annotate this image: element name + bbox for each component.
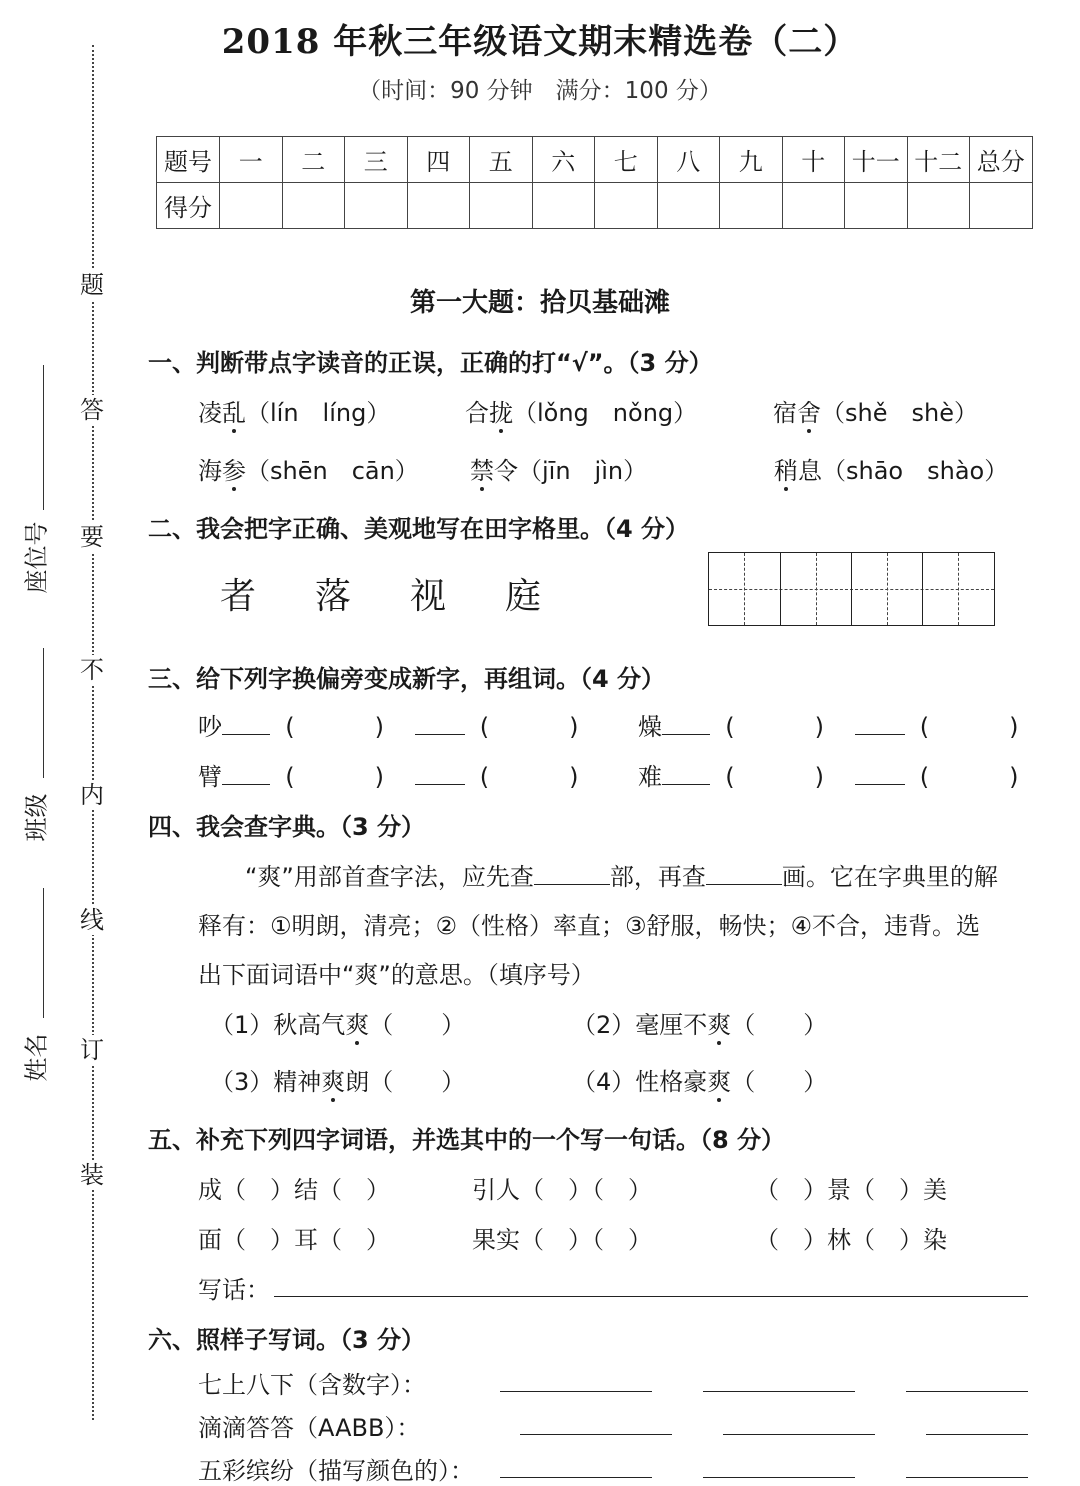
q5-item[interactable]: 面（ ）耳（ ）: [198, 1226, 390, 1254]
q1-pinyin[interactable]: （shēn cān）: [246, 457, 419, 485]
q6-blank[interactable]: [703, 1477, 855, 1478]
q4-dotted-char: 爽: [707, 1068, 732, 1096]
q4-heading: 四、我会查字典。（3 分）: [148, 813, 426, 841]
score-table: [156, 136, 1033, 229]
q2-char: 者: [220, 576, 257, 617]
score-table-header-row: [157, 137, 1033, 183]
table-cell: 二: [282, 137, 345, 183]
table-cell: 总分: [970, 137, 1033, 183]
table-cell: 九: [720, 137, 783, 183]
q6-blank[interactable]: [906, 1391, 1028, 1392]
table-cell: 十二: [907, 137, 970, 183]
score-cell[interactable]: [720, 183, 783, 229]
q6-label: 五彩缤纷（描写颜色的）：: [198, 1457, 474, 1485]
q1-dotted-char: 拢: [489, 399, 513, 427]
grid-dash: [958, 553, 959, 625]
q1-text: 合: [465, 399, 489, 427]
score-cell[interactable]: [220, 183, 283, 229]
q3-blank[interactable]: [415, 734, 465, 735]
grid-dash: [887, 553, 888, 625]
q1-item: [774, 451, 1008, 486]
q4-blank-strokes[interactable]: [706, 884, 782, 885]
grid-line: [851, 553, 852, 625]
q5-item[interactable]: （ ）景（ ）美: [755, 1176, 947, 1204]
tianzige-grid[interactable]: [708, 552, 995, 626]
grid-line: [780, 553, 781, 625]
binding-char: 要: [77, 522, 107, 552]
q3-char: 难: [638, 763, 662, 791]
q1-text: 海: [198, 457, 222, 485]
score-cell[interactable]: [907, 183, 970, 229]
q5-heading: 五、补充下列四字词语，并选其中的一个写一句话。（8 分）: [148, 1126, 786, 1154]
q4-option: [572, 1062, 827, 1097]
score-cell[interactable]: [782, 183, 845, 229]
q3-blank[interactable]: [855, 734, 905, 735]
q4-blank-radical[interactable]: [534, 884, 610, 885]
binding-char: 不: [77, 655, 107, 685]
q4-dotted-char: 爽: [707, 1011, 732, 1039]
score-cell[interactable]: [282, 183, 345, 229]
q6-heading: 六、照样子写词。（3 分）: [148, 1326, 426, 1354]
q3-blank[interactable]: [415, 784, 465, 785]
q3-row: 臂 ( ) ( ): [198, 763, 579, 791]
score-cell[interactable]: [345, 183, 408, 229]
q3-char: 燥: [638, 713, 662, 741]
q1-text: 令: [494, 457, 518, 485]
q4-text: 秋高气: [273, 1011, 346, 1039]
binding-char: 答: [77, 395, 107, 425]
grid-line: [922, 553, 923, 625]
q4-dotted-char: 爽: [345, 1011, 370, 1039]
grid-dash: [816, 553, 817, 625]
table-cell: 十: [782, 137, 845, 183]
q6-blank[interactable]: [500, 1477, 652, 1478]
q2-char: 视: [410, 576, 447, 617]
q6-label: 滴滴答答（AABB）：: [198, 1414, 421, 1442]
seat-number-label: 座位号: [22, 521, 51, 594]
q1-dotted-char: 禁: [470, 457, 494, 485]
q4-answer[interactable]: （ ）: [369, 1011, 466, 1039]
q4-line1: [245, 857, 998, 892]
seat-number-line[interactable]: [43, 365, 44, 510]
q1-item: [198, 393, 390, 428]
table-cell: 四: [407, 137, 470, 183]
exam-info: （时间：90 分钟 满分：100 分）: [358, 78, 722, 104]
name-line[interactable]: [43, 888, 44, 1018]
binding-dotted-line: [92, 45, 94, 1420]
table-cell: 三: [345, 137, 408, 183]
name-label: 姓名: [22, 1033, 51, 1082]
table-cell: 七: [595, 137, 658, 183]
score-cell[interactable]: [657, 183, 720, 229]
q4-text: 部，再查: [609, 863, 706, 891]
q1-dotted-char: 舍: [797, 399, 821, 427]
binding-char: 内: [77, 780, 107, 810]
q4-text: （4）: [572, 1068, 636, 1096]
q4-answer[interactable]: （ ）: [731, 1068, 828, 1096]
q4-dotted-char: 爽: [321, 1068, 346, 1096]
section-title: 第一大题：拾贝基础滩: [409, 288, 670, 318]
q4-text: （3）: [210, 1068, 274, 1096]
q3-row: 难 ( ) ( ): [638, 763, 1019, 791]
q3-char: 吵: [198, 713, 222, 741]
score-cell[interactable]: [845, 183, 908, 229]
q3-char: 臂: [198, 763, 222, 791]
q3-blank[interactable]: [222, 734, 270, 735]
class-line[interactable]: [43, 648, 44, 778]
q2-char: 庭: [505, 576, 542, 617]
q1-pinyin[interactable]: （lín líng）: [246, 399, 391, 427]
q5-write-line[interactable]: [274, 1296, 1028, 1297]
q1-pinyin[interactable]: （shě shè）: [821, 399, 978, 427]
q5-item[interactable]: 引人（ ）（ ）: [472, 1176, 652, 1204]
score-cell[interactable]: [407, 183, 470, 229]
q1-item: [198, 451, 419, 486]
table-cell: 六: [532, 137, 595, 183]
q6-blank[interactable]: [500, 1391, 652, 1392]
q5-item[interactable]: 果实（ ）（ ）: [472, 1226, 652, 1254]
q4-text: 性格豪: [635, 1068, 708, 1096]
q3-blank[interactable]: [222, 784, 270, 785]
q6-blank[interactable]: [906, 1477, 1028, 1478]
q4-option: [210, 1005, 465, 1040]
q4-text: 朗: [345, 1068, 370, 1096]
q4-text: 精神: [273, 1068, 322, 1096]
table-cell: 五: [470, 137, 533, 183]
score-cell[interactable]: [595, 183, 658, 229]
q4-text: “爽”用部首查字法，应先查: [245, 863, 534, 891]
q5-item[interactable]: 成（ ）结（ ）: [198, 1176, 390, 1204]
q6-label: 七上八下（含数字）：: [198, 1371, 426, 1399]
table-cell: 十一: [845, 137, 908, 183]
q3-heading: 三、给下列字换偏旁变成新字，再组词。（4 分）: [148, 665, 666, 693]
q1-dotted-char: 稍: [774, 457, 798, 485]
q6-blank[interactable]: [723, 1434, 875, 1435]
q1-dotted-char: 乱: [222, 399, 246, 427]
q1-text: 凌: [198, 399, 222, 427]
q4-text: 毫厘不: [635, 1011, 708, 1039]
binding-char: 题: [77, 270, 107, 300]
score-cell[interactable]: [470, 183, 533, 229]
q4-option: [572, 1005, 827, 1040]
q4-text: （1）: [210, 1011, 274, 1039]
table-cell: 八: [657, 137, 720, 183]
q4-line3: 出下面词语中“爽”的意思。（填序号）: [198, 961, 595, 989]
table-cell: 题号: [157, 137, 220, 183]
q3-row: 燥 ( ) ( ): [638, 713, 1019, 741]
q6-blank[interactable]: [703, 1391, 855, 1392]
score-cell[interactable]: [970, 183, 1033, 229]
grid-dash: [744, 553, 745, 625]
q1-item: [773, 393, 978, 428]
table-cell: 一: [220, 137, 283, 183]
q4-answer[interactable]: （ ）: [731, 1011, 828, 1039]
q2-char: 落: [315, 576, 352, 617]
q1-text: 宿: [773, 399, 797, 427]
q1-dotted-char: 参: [222, 457, 246, 485]
q6-blank[interactable]: [520, 1434, 672, 1435]
binding-char: 订: [77, 1035, 107, 1065]
score-cell[interactable]: [532, 183, 595, 229]
q1-pinyin[interactable]: （lǒng nǒng）: [513, 399, 698, 427]
q1-item: [470, 451, 647, 486]
q2-heading: 二、我会把字正确、美观地写在田字格里。（4 分）: [148, 515, 690, 543]
q1-pinyin[interactable]: （shāo shào）: [822, 457, 1009, 485]
q3-blank[interactable]: [855, 784, 905, 785]
q3-row: 吵 ( ) ( ): [198, 713, 579, 741]
q4-line2: 释有：①明朗，清亮；②（性格）率直；③舒服，畅快；④不合，违背。选: [198, 912, 981, 940]
q1-pinyin[interactable]: （jīn jìn）: [518, 457, 648, 485]
q4-answer[interactable]: （ ）: [369, 1068, 466, 1096]
q6-blank[interactable]: [926, 1434, 1028, 1435]
class-label: 班级: [22, 793, 51, 842]
table-cell: 得分: [157, 183, 220, 229]
q4-text: （2）: [572, 1011, 636, 1039]
binding-char: 装: [77, 1160, 107, 1190]
q3-blank[interactable]: [662, 784, 710, 785]
q4-option: [210, 1062, 465, 1097]
q5-item[interactable]: （ ）林（ ）染: [755, 1226, 947, 1254]
q1-heading: 一、判断带点字读音的正误，正确的打“√”。（3 分）: [148, 349, 713, 377]
score-table-score-row: [157, 183, 1033, 229]
binding-char: 线: [77, 905, 107, 935]
q1-text: 息: [798, 457, 822, 485]
q4-text: 画。它在字典里的解: [781, 863, 998, 891]
q5-write-label: 写话：: [198, 1276, 270, 1304]
page-title: 2018 年秋三年级语文期末精选卷（二）: [221, 22, 859, 62]
q3-blank[interactable]: [662, 734, 710, 735]
q1-item: [465, 393, 697, 428]
